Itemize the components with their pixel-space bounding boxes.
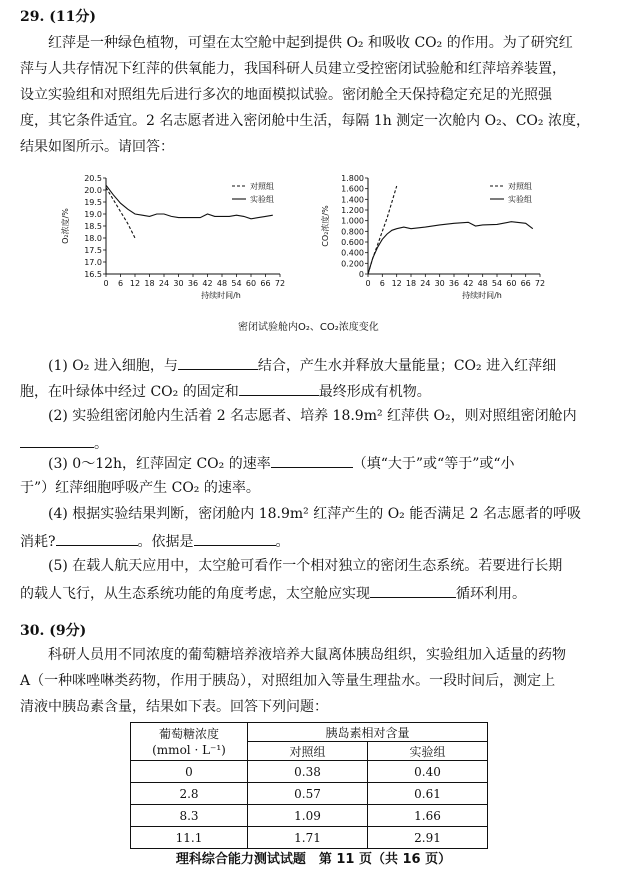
table-cell: 1.71 [248, 827, 368, 849]
insulin-table [130, 722, 488, 849]
o2-concentration-chart [60, 168, 310, 308]
y-tick-label: 19.0 [84, 210, 102, 219]
y-tick-label: 1.200 [341, 206, 364, 215]
x-tick-label: 6 [117, 279, 124, 288]
q29-intro-line-2: 萍与人共存情况下红萍的供氧能力，我国科研人员建立受控密闭试验舱和红萍培养装置， [20, 61, 566, 77]
q29-sub3-line1 [48, 455, 515, 471]
table-cell: 0.57 [248, 783, 368, 805]
q29-intro-line-3: 设立实验组和对照组先后进行多次的地面模拟试验。密闭舱全天保持稳定充足的光照强 [20, 87, 552, 103]
table-cell: 1.09 [248, 805, 368, 827]
table-cell: 2.91 [367, 827, 487, 849]
table-header-insulin: 胰岛素相对含量 [248, 723, 488, 742]
x-tick-label: 36 [448, 279, 460, 288]
table-cell: 2.8 [131, 783, 248, 805]
q29-sub4-line2 [20, 533, 290, 549]
x-tick-label: 48 [216, 279, 228, 288]
legend-experiment-label: 实验组 [250, 195, 274, 204]
table-subheader-control: 对照组 [248, 742, 368, 761]
x-tick-label: 18 [405, 279, 417, 288]
q29-sub2-line1: (2) 实验组密闭舱内生活着 2 名志愿者、培养 18.9m² 红萍供 O₂，则对照组密闭舱内 [48, 408, 577, 424]
q29-sub1-line2 [20, 383, 431, 399]
table-row [131, 783, 488, 805]
x-tick-label: 36 [187, 279, 199, 288]
legend-control-label: 对照组 [508, 182, 532, 191]
x-tick-label: 0 [103, 279, 109, 288]
answer-blank-3[interactable] [20, 435, 94, 448]
experimental-group-line [106, 185, 273, 219]
question-30-header: 30. (9分) [20, 623, 87, 639]
y-tick-label: 1.600 [341, 184, 364, 194]
table-cell: 0.38 [248, 761, 368, 783]
x-axis-label: 持续时间/h [462, 291, 502, 300]
q29-sub3-text-a: (3) 0～12h，红萍固定 CO₂ 的速率 [48, 456, 271, 472]
answer-blank-5[interactable] [56, 533, 138, 546]
y-tick-label: 20.0 [84, 186, 102, 195]
table-row [131, 805, 488, 827]
table-row [131, 761, 488, 783]
q29-sub5-line2 [20, 585, 526, 601]
y-tick-label: 0.200 [341, 259, 364, 269]
q29-intro-line-1: 红萍是一种绿色植物，可望在太空舱中起到提供 O₂ 和吸收 CO₂ 的作用。为了研究红 [48, 35, 573, 51]
question-29-header: 29. (11分) [20, 9, 96, 25]
x-tick-label: 66 [260, 279, 271, 288]
glucose-header-line2: (mmol · L⁻¹) [152, 742, 226, 757]
x-tick-label: 24 [420, 279, 431, 288]
q29-sub4-text-c: 。依据是 [137, 534, 194, 550]
table-header-glucose [131, 723, 248, 761]
q29-sub5-text-c: 循环利用。 [456, 586, 526, 602]
y-tick-label: 17.0 [84, 258, 102, 267]
q29-sub4-text-b: 消耗? [20, 534, 56, 550]
y-tick-label: 18.0 [84, 234, 102, 243]
figure-caption: 密闭试验舱内O₂、CO₂浓度变化 [238, 322, 379, 333]
q30-intro-line-3: 清液中胰岛素含量，结果如下表。回答下列问题： [20, 699, 328, 715]
x-tick-label: 30 [173, 279, 184, 288]
y-tick-label: 0 [358, 270, 364, 279]
y-tick-label: 0.600 [341, 238, 364, 247]
table-row [131, 827, 488, 849]
x-tick-label: 48 [477, 279, 488, 288]
answer-blank-6[interactable] [194, 533, 276, 546]
x-tick-label: 42 [202, 279, 213, 288]
y-tick-label: 16.5 [84, 270, 102, 279]
x-tick-label: 66 [520, 279, 531, 288]
x-tick-label: 42 [463, 279, 474, 288]
y-tick-label: 1.800 [341, 174, 364, 183]
q29-sub4-line1: (4) 根据实验结果判断，密闭舱内 18.9m² 红萍产生的 O₂ 能否满足 2 名志愿者的呼吸 [48, 506, 582, 522]
answer-blank-2[interactable] [239, 383, 319, 396]
y-axis-label: CO₂浓度/% [321, 205, 330, 247]
y-tick-label: 0.400 [341, 248, 364, 258]
answer-blank-1[interactable] [178, 357, 258, 370]
x-tick-label: 24 [158, 279, 170, 288]
y-tick-label: 19.5 [84, 198, 102, 207]
q30-intro-line-2: A（一种咪唑啉类药物，作用于胰岛），对照组加入等量生理盐水。一段时间后，测定上 [20, 673, 556, 689]
q29-sub2-line2 [20, 435, 108, 451]
x-axis-label: 持续时间/h [201, 291, 241, 300]
y-tick-label: 20.5 [84, 174, 102, 183]
co2-concentration-chart [320, 168, 560, 308]
table-cell: 11.1 [131, 827, 248, 849]
q29-intro-line-4: 度，其它条件适宜。2 名志愿者进入密闭舱中生活，每隔 1h 测定一次舱内 O₂、CO₂ 浓度， [20, 113, 590, 129]
experimental-group-line [368, 222, 533, 274]
table-cell: 1.66 [367, 805, 487, 827]
table-cell: 0.40 [367, 761, 487, 783]
x-tick-label: 72 [274, 279, 286, 288]
q29-sub3-line2: 于”）红萍细胞呼吸产生 CO₂ 的速率。 [20, 480, 260, 496]
q29-sub3-text-b: （填“大于”或“等于”或“小 [352, 456, 515, 472]
glucose-header-line1: 葡萄糖浓度 [158, 726, 219, 741]
x-tick-label: 30 [434, 279, 445, 288]
table-cell: 8.3 [131, 805, 248, 827]
q29-sub5-text-b: 的载人飞行，从生态系统功能的角度考虑，太空舱应实现 [20, 586, 370, 602]
q29-sub2-end: 。 [94, 436, 108, 452]
control-group-line [106, 188, 135, 238]
legend-control-label: 对照组 [250, 182, 274, 191]
x-tick-label: 72 [534, 279, 546, 288]
q29-sub1-text-a: (1) O₂ 进入细胞，与 [48, 358, 178, 374]
x-tick-label: 54 [491, 279, 503, 288]
q29-sub1-text-b: 结合，产生水并释放大量能量；CO₂ 进入红萍细 [257, 358, 557, 374]
table-subheader-experiment: 实验组 [367, 742, 487, 761]
y-axis-label: O₂浓度/% [61, 208, 70, 244]
y-tick-label: 1.400 [341, 195, 364, 205]
x-tick-label: 12 [391, 279, 402, 288]
q29-sub5-line1: (5) 在载人航天应用中，太空舱可看作一个相对独立的密闭生态系统。若要进行长期 [48, 558, 563, 574]
q29-sub1-line1 [48, 357, 556, 373]
y-tick-label: 17.5 [84, 246, 102, 255]
x-tick-label: 60 [506, 279, 517, 288]
y-tick-label: 1.000 [341, 216, 364, 226]
x-tick-label: 18 [144, 279, 155, 288]
q29-sub1-text-c: 胞，在叶绿体中经过 CO₂ 的固定和 [20, 384, 239, 400]
y-tick-label: 18.5 [84, 222, 102, 231]
x-tick-label: 54 [231, 279, 242, 288]
q29-sub4-text-d: 。 [275, 534, 290, 550]
y-tick-label: 0.800 [341, 227, 364, 237]
q29-intro-line-5: 结果如图所示。请回答： [20, 139, 174, 155]
x-tick-label: 60 [245, 279, 257, 288]
table-cell: 0 [131, 761, 248, 783]
table-cell: 0.61 [367, 783, 487, 805]
q29-sub1-text-d: 最终形成有机物。 [318, 384, 431, 400]
q30-intro-line-1: 科研人员用不同浓度的葡萄糖培养液培养大鼠离体胰岛组织，实验组加入适量的药物 [48, 647, 566, 663]
answer-blank-4[interactable] [271, 455, 353, 468]
answer-blank-7[interactable] [370, 585, 456, 598]
x-tick-label: 12 [129, 279, 141, 288]
legend-experiment-label: 实验组 [508, 195, 532, 204]
x-tick-label: 0 [365, 279, 371, 288]
page-footer: 理科综合能力测试试题 第 11 页（共 16 页） [175, 852, 452, 867]
x-tick-label: 6 [379, 279, 385, 288]
